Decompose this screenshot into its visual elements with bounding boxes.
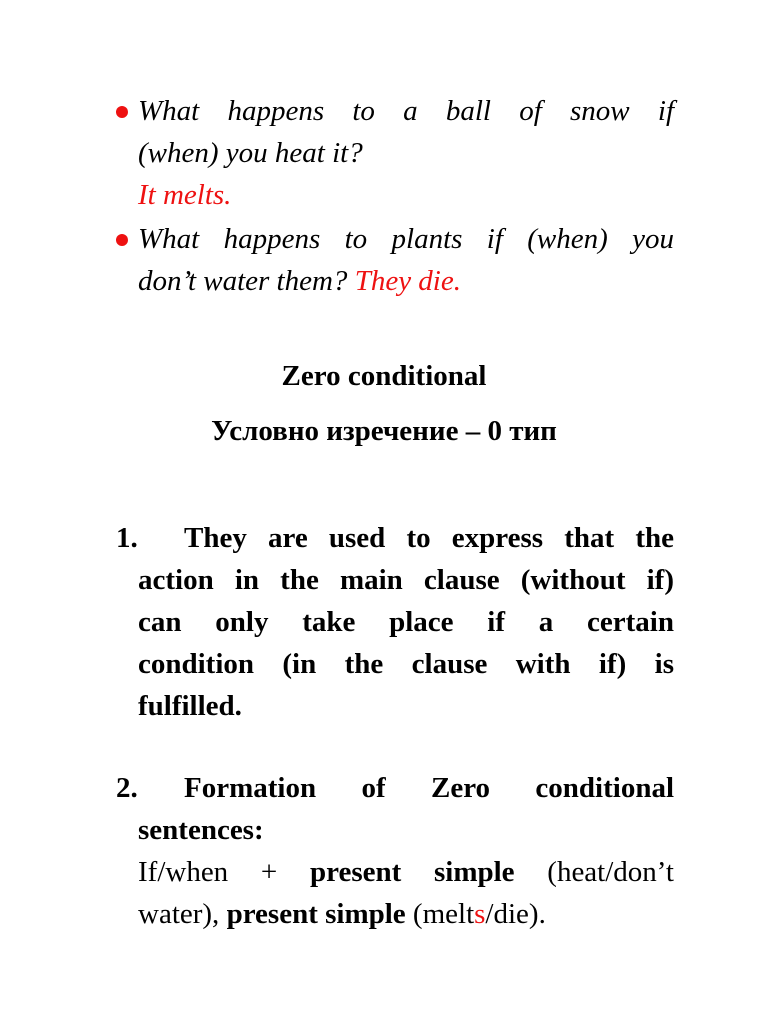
bullet-1-question-line1: What happens to a ball of snow if [138,95,674,127]
item-1-line1 [138,517,674,559]
formula-part4: water), [138,898,220,930]
item-1-number: 1. [116,522,138,554]
item-2-line1-text: Formation of Zero conditional [184,772,674,804]
bullet-1 [138,90,674,216]
item-1-line5: fulfilled. [138,690,242,722]
item-2-line1 [138,767,674,809]
bullet-2-question-line1: What happens to plants if (when) you [138,223,674,255]
formula-part3: (heat/don’t [547,856,674,888]
bullet-2-question-line2: don’t water them? [138,265,348,297]
formula-part5: present simple [226,898,406,930]
formula-part7: s [474,898,486,930]
page-title: Zero conditional [281,360,487,392]
item-2-formula-line2 [138,893,674,935]
formula-part1: If/when + [138,856,278,888]
item-1-text [138,517,674,727]
item-1-line2: action in the main clause (without if) [138,564,674,596]
item-2-text [138,767,674,935]
bullet-icon [116,106,128,118]
item-1-line1-text: They are used to express that the [184,522,674,554]
item-1-line3: can only take place if a certain [138,606,674,638]
formula-part8: /die). [485,898,546,930]
bullet-1-question-line2: (when) you heat it? [138,137,363,169]
bullet-2 [138,218,674,302]
item-2-formula-line1 [138,851,674,893]
item-2-number: 2. [116,772,138,804]
formula-part6: (melt [412,898,475,930]
bullet-icon [116,234,128,246]
bullet-2-answer: They die. [354,265,461,297]
item-2-line2: sentences: [138,814,264,846]
page-subtitle: Условно изречение – 0 тип [211,415,557,447]
formula-part2: present simple [309,856,515,888]
bullet-2-line2 [138,260,674,302]
item-1-line4: condition (in the clause with if) is [138,648,674,680]
bullet-1-answer: It melts. [138,179,232,211]
